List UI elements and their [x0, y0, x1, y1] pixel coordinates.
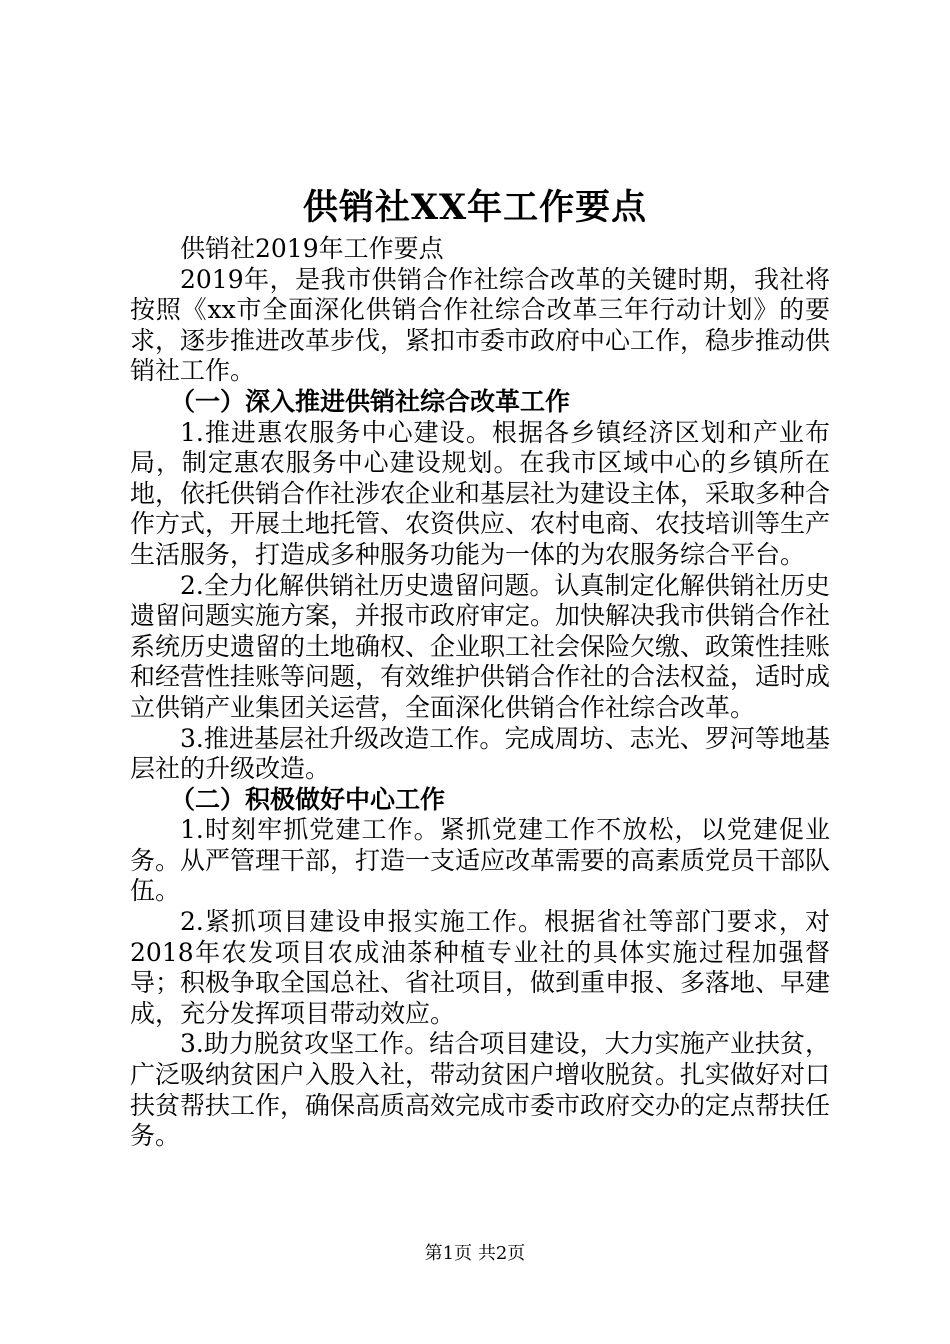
- paragraph-item: 2.紧抓项目建设申报实施工作。根据省社等部门要求，对2018年农发项目农成油茶种植专业社的具体实施过程加强督导；积极争取全国总社、省社项目，做到重申报、多落地、早建成，充分发挥项目带动效应。: [130, 907, 831, 1028]
- section-heading-2: （二）积极做好中心工作: [170, 784, 446, 814]
- paragraph-item: 2.全力化解供销社历史遗留问题。认真制定化解供销社历史遗留问题实施方案，并报市政府审定。加快解决我市供销合作社系统历史遗留的土地确权、企业职工社会保险欠缴、政策性挂账和经营性挂账等问题，有效维护供销合作社的合法权益，适时成立供销产业集团关运营，全面深化供销合作社综合改革。: [130, 570, 831, 722]
- page-number-footer: 第1页 共2页: [424, 1243, 526, 1264]
- section-heading-1: （一）深入推进供销社综合改革工作: [170, 386, 571, 416]
- paragraph-intro: 2019年，是我市供销合作社综合改革的关键时期，我社将按照《xx市全面深化供销合作社综合改革三年行动计划》的要求，逐步推进改革步伐，紧扣市委市政府中心工作，稳步推动供销社工作。: [130, 264, 831, 386]
- paragraph-subtitle: 供销社2019年工作要点: [180, 234, 444, 263]
- document-body: [130, 234, 830, 1152]
- paragraph-item: 1.推进惠农服务中心建设。根据各乡镇经济区划和产业布局，制定惠农服务中心建设规划。在我市区域中心的乡镇所在地，依托供销合作社涉农企业和基层社为建设主体，采取多种合作方式，开展土地托管、农资供应、农村电商、农技培训等生产生活服务，打造成多种服务功能为一体的为农服务综合平台。: [130, 417, 831, 569]
- paragraph-item: 3.推进基层社升级改造工作。完成周坊、志光、罗河等地基层社的升级改造。: [130, 723, 830, 784]
- paragraph-item: 3.助力脱贫攻坚工作。结合项目建设，大力实施产业扶贫，广泛吸纳贫困户入股入社，带动贫困户增收脱贫。扎实做好对口扶贫帮扶工作，确保高质高效完成市委市政府交办的定点帮扶任务。: [130, 1029, 831, 1151]
- paragraph-item: 1.时刻牢抓党建工作。紧抓党建工作不放松，以党建促业务。从严管理干部，打造一支适应改革需要的高素质党员干部队伍。: [130, 815, 831, 906]
- document-title: 供销社XX年工作要点: [302, 187, 648, 228]
